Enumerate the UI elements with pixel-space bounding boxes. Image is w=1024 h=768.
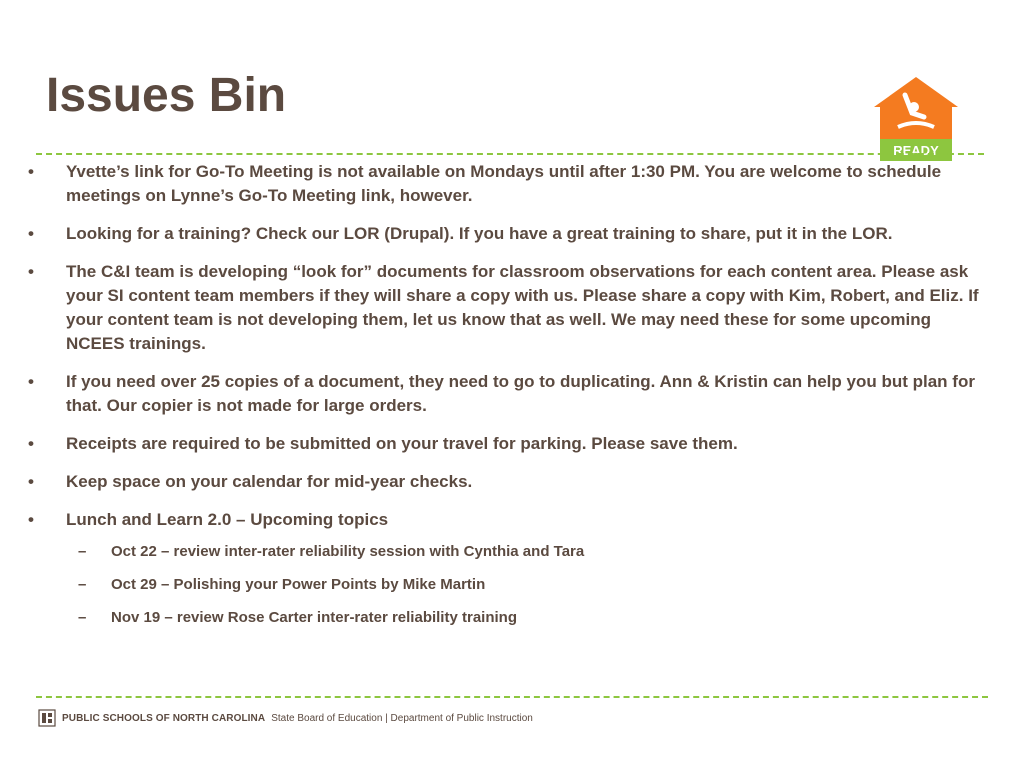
nc-seal-icon xyxy=(38,709,56,727)
footer xyxy=(38,707,533,729)
bullet-text: If you need over 25 copies of a document, they need to go to duplicating. Ann & Kristin can help you but plan for that. Our copier is not made for large orders. xyxy=(66,372,975,415)
bullet-item xyxy=(28,432,988,456)
sub-bullet-marker: – xyxy=(78,543,87,560)
bullet-list xyxy=(28,160,988,642)
bullet-item xyxy=(28,222,988,246)
bullet-marker: • xyxy=(28,224,34,243)
bullet-text: Keep space on your calendar for mid-year checks. xyxy=(66,472,473,491)
sub-bullet-marker: – xyxy=(78,609,87,626)
sub-bullet-item xyxy=(66,608,988,628)
bullet-text: The C&I team is developing “look for” documents for classroom observations for each content area. Please ask your SI content team members if they will share a copy with us. Please share a copy with Kim, Robert, and Eliz. If your content team is not developing them, let us know that as well. We may need these for some upcoming NCEES trainings. xyxy=(66,262,979,353)
bullet-marker: • xyxy=(28,434,34,453)
slide-title: Issues Bin xyxy=(46,69,287,122)
bullet-marker: • xyxy=(28,510,34,529)
bullet-item xyxy=(28,260,988,356)
bullet-text: Yvette’s link for Go-To Meeting is not available on Mondays until after 1:30 PM. You are welcome to schedule meetings on Lynne’s Go-To Meeting link, however. xyxy=(66,162,942,205)
bullet-item xyxy=(28,508,988,628)
sub-bullet-item xyxy=(66,575,988,595)
bullet-text: Receipts are required to be submitted on your travel for parking. Please save them. xyxy=(66,434,738,453)
bullet-marker: • xyxy=(28,372,34,391)
bullet-item xyxy=(28,160,988,208)
bullet-marker: • xyxy=(28,162,34,181)
footer-department: State Board of Education | Department of Public Instruction xyxy=(271,712,533,724)
top-divider xyxy=(36,153,984,155)
sub-bullet-list xyxy=(66,542,988,628)
sub-bullet-item xyxy=(66,542,988,562)
footer-org-name: PUBLIC SCHOOLS OF NORTH CAROLINA xyxy=(62,712,266,724)
sub-bullet-marker: – xyxy=(78,576,87,593)
bullet-marker: • xyxy=(28,472,34,491)
logo-ready-text: READY xyxy=(893,143,939,158)
bullet-item xyxy=(28,370,988,418)
bullet-text: Lunch and Learn 2.0 – Upcoming topics xyxy=(66,510,389,529)
ready-logo xyxy=(870,73,962,165)
sub-bullet-text: Oct 29 – Polishing your Power Points by Mike Martin xyxy=(111,576,486,593)
bottom-divider xyxy=(36,696,988,698)
sub-bullet-text: Nov 19 – review Rose Carter inter-rater reliability training xyxy=(111,609,517,626)
bullet-marker: • xyxy=(28,262,34,281)
bullet-text: Looking for a training? Check our LOR (Drupal). If you have a great training to share, put it in the LOR. xyxy=(66,224,893,243)
bullet-item xyxy=(28,470,988,494)
sub-bullet-text: Oct 22 – review inter-rater reliability session with Cynthia and Tara xyxy=(111,543,585,560)
